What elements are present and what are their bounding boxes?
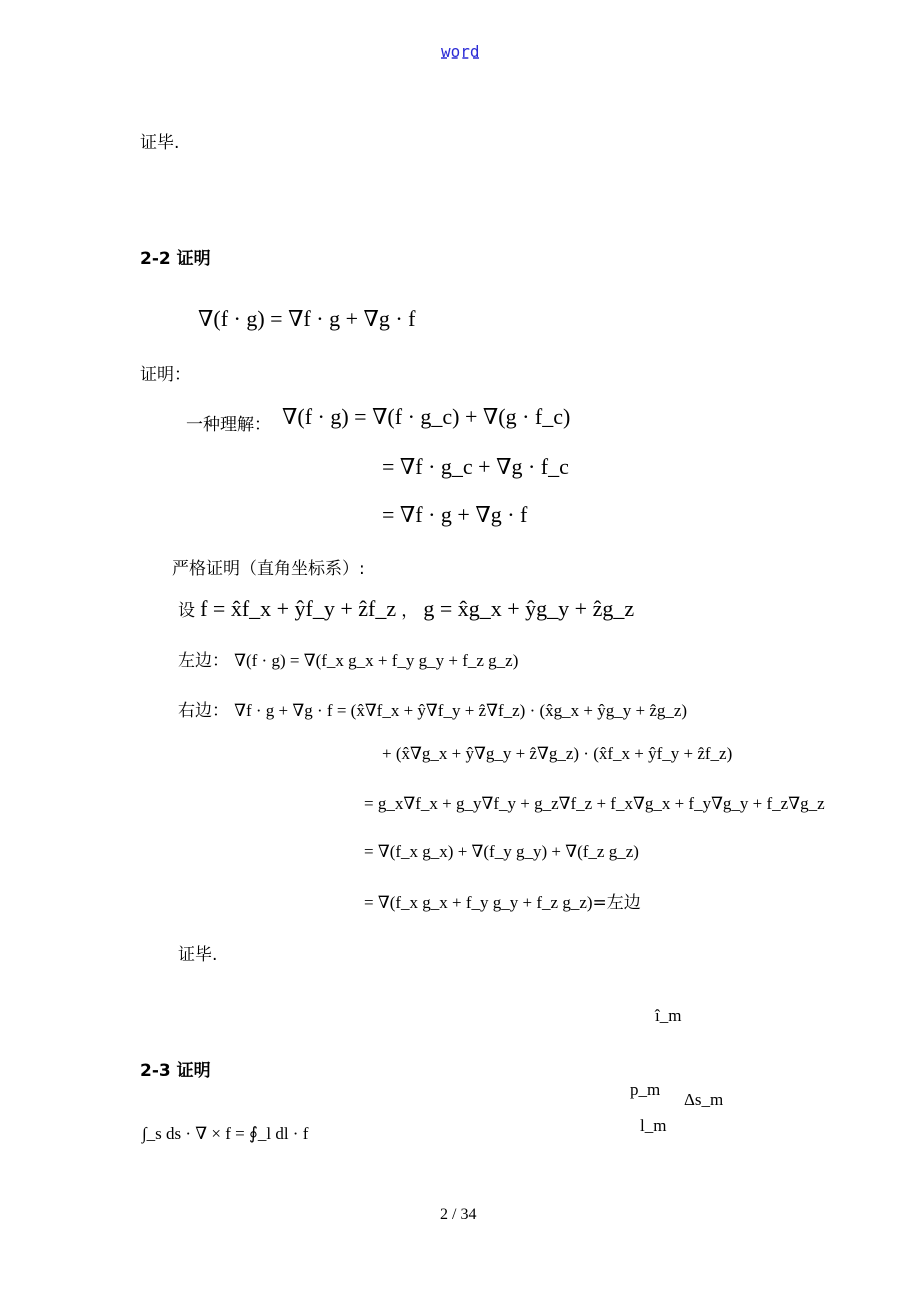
right-expression-5: = ∇(f_x g_x + f_y g_y + f_z g_z) xyxy=(364,893,593,912)
figure-label-p: p_m xyxy=(630,1080,661,1099)
right-expression-3: = g_x∇f_x + g_y∇f_y + g_z∇f_z + f_x∇g_x + f_y∇g_y + f_z∇g_z xyxy=(364,794,825,813)
section-heading-2-3: 2-3 证明 xyxy=(140,1061,211,1081)
set-separator: ， xyxy=(401,601,419,621)
equals-left-side: =左边 xyxy=(592,893,641,913)
left-side-line xyxy=(178,646,518,671)
proof-end-1: 证毕. xyxy=(140,133,180,153)
stokes-integral-equation: ∫_s ds · ∇ × f = ∮_l dl · f xyxy=(142,1124,309,1143)
right-label: 右边： xyxy=(178,701,229,721)
derivation-step-3: = ∇f · g + ∇g · f xyxy=(382,502,528,527)
right-expression-4: = ∇(f_x g_x) + ∇(f_y g_y) + ∇(f_z g_z) xyxy=(364,842,639,861)
proof-end-2: 证毕. xyxy=(178,945,218,965)
identity-equation xyxy=(198,306,416,332)
right-side-line xyxy=(178,696,687,721)
set-label: 设 xyxy=(178,601,195,621)
right-expression-1: ∇f · g + ∇g · f = (x̂∇f_x + ŷ∇f_y + ẑ∇f_z) · (x̂g_x + ŷg_y + ẑg_z) xyxy=(234,701,688,720)
figure-label-l: l_m xyxy=(640,1116,667,1135)
proof-label: 证明： xyxy=(140,365,191,385)
set-g-expression: g = x̂g_x + ŷg_y + ẑg_z xyxy=(423,596,635,621)
figure-label-i-hat: î_m xyxy=(655,1006,682,1025)
page-number: 2 / 34 xyxy=(440,1206,477,1223)
section-heading-2-2: 2-2 证明 xyxy=(140,249,211,269)
identity-text: ∇(f · g) = ∇f · g + ∇g · f xyxy=(198,306,416,331)
figure-label-delta-s: Δs_m xyxy=(684,1090,724,1109)
set-f-expression: f = x̂f_x + ŷf_y + ẑf_z xyxy=(200,596,397,621)
right-expression-5-line xyxy=(364,888,641,913)
set-definition-line xyxy=(178,596,634,622)
left-label: 左边： xyxy=(178,651,229,671)
derivation-step-2: = ∇f · g_c + ∇g · f_c xyxy=(382,454,569,479)
one-way-label: 一种理解： xyxy=(186,415,271,435)
right-expression-2: + (x̂∇g_x + ŷ∇g_y + ẑ∇g_z) · (x̂f_x + ŷf_y + ẑf_z) xyxy=(382,744,733,763)
derivation-step-1: ∇(f · g) = ∇(f · g_c) + ∇(g · f_c) xyxy=(282,404,571,429)
left-expression: ∇(f · g) = ∇(f_x g_x + f_y g_y + f_z g_z) xyxy=(234,651,519,670)
header-word-link[interactable]: word xyxy=(441,42,480,61)
rigorous-proof-label: 严格证明（直角坐标系）: xyxy=(172,559,365,579)
